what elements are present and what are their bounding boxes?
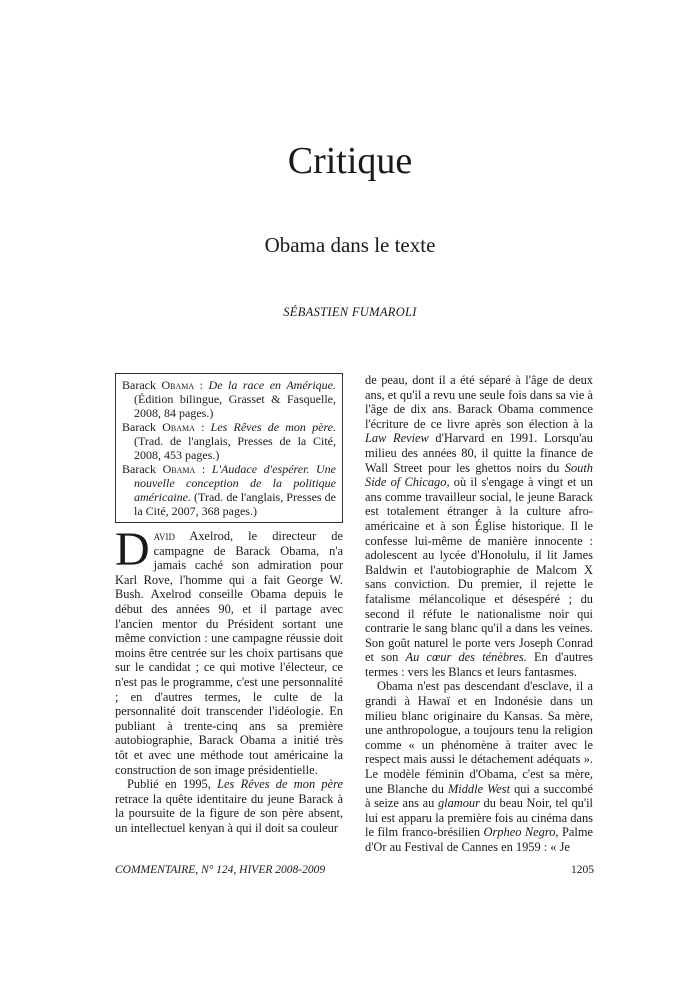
bibliography-entry: [122, 378, 336, 420]
book-title: De la race en Amérique.: [208, 378, 336, 392]
author-last-name: Obama: [161, 378, 195, 392]
paragraph-text: Obama n'est pas descendant d'esclave, il a grandi à Hawaï et en Indonésie dans un milieu blanc originaire du Kansas. Sa mère, une anthropologue, a toujours tenu la religion comme « un phénomène à traiter avec le respect mais aussi le détachement adéquats ». Le modèle féminin d'Obama, c'est sa mère, une Blanche du: [365, 679, 593, 796]
paragraph-text: Axelrod, le directeur de campagne de Barack Obama, n'a jamais caché son admiration pour Karl Rove, l'homme qui a fait George W. Bush. Axelrod conseille Obama depuis le début des années 90, et il partage avec l'ancien mentor du Président sortant une même conviction : une campagne réussie doit moins être centrée sur les choix partisans que sur le candidat ; ce qui motive l'électeur, ce n'est pas le programme, c'est une personnalité ; en d'autres termes, le culte de la personnalité doit transcender l'idéologie. En publiant à trente-cinq ans sa première autobiographie, Barack Obama a initié très tôt et avec une méthode tout américaine la construction de son image présidentielle.: [115, 529, 343, 777]
cited-title: Les Rêves de mon père: [217, 777, 343, 792]
book-details: (Trad. de l'anglais, Presses de la Cité, 2008, 453 pages.): [134, 434, 336, 462]
drop-cap: D: [115, 523, 150, 576]
cited-title: Au cœur des ténèbres.: [405, 650, 527, 665]
paragraph-text: de peau, dont il a été séparé à l'âge de deux ans, et qu'il a revu une seule fois dans sa vie à l'âge de dix ans. Barack Obama commence l'écriture de ce livre après son élection à la: [365, 373, 593, 431]
paragraph-text: où il s'engage à vingt et un ans comme travailleur social, le jeune Barack est totalement étranger à la culture afro-américaine et à son Église historique. Il le confesse lui-même de manière innocente : adolescent au lycée d'Honolulu, il lit James Baldwin et l'autobiographie de Malcom X sans conviction. Du premier, il rejette le fatalisme mélancolique et désespéré ; du second il réfute le nationalisme noir qui contrarie le sang blanc qu'il a dans les veines. Son goût naturel le porte vers Joseph Conrad et son: [365, 475, 593, 665]
cited-title: Law Review: [365, 431, 429, 446]
paragraph-text: Palme d'Or au Festival de Cannes en 1959 : « Je: [365, 825, 593, 854]
cited-title: glamour: [437, 796, 480, 811]
body-paragraph-1: [115, 523, 343, 777]
body-paragraph-2: [115, 777, 343, 835]
bibliography-entry: [122, 462, 336, 518]
author-first-name: Barack: [122, 378, 156, 392]
section-title: Critique: [287, 140, 413, 182]
journal-footer: COMMENTAIRE, N° 124, HIVER 2008-2009: [115, 864, 326, 876]
cited-title: South Side of Chicago,: [365, 460, 593, 490]
cited-title: Orpheo Negro,: [483, 825, 559, 840]
cited-title: Middle West: [447, 781, 511, 796]
article-title: Obama dans le texte: [264, 233, 436, 257]
paragraph-text: du beau Noir, tel qu'il lui est apparu la première fois au cinéma dans le film franco-brésilien: [365, 796, 593, 840]
separator: :: [194, 378, 209, 392]
separator: :: [195, 462, 212, 476]
left-column: [115, 373, 343, 835]
body-paragraph-2-continued: [365, 373, 593, 679]
book-title: Les Rêves de mon père.: [210, 420, 336, 434]
book-details: (Édition bilingue, Grasset & Fasquelle, 2008, 84 pages.): [134, 392, 336, 420]
author-last-name: Obama: [162, 420, 195, 434]
book-title: L'Audace d'espérer. Une nouvelle conception de la politique américaine.: [134, 462, 337, 504]
separator: :: [194, 420, 211, 434]
opening-word: avid: [153, 529, 176, 543]
right-column: [365, 373, 593, 855]
paragraph-text: retrace la quête identitaire du jeune Barack à la poursuite de la figure de son père absent, un intellectuel kenyan à qui il doit sa couleur: [115, 791, 343, 835]
page-number: 1205: [571, 864, 594, 876]
body-paragraph-3: [365, 679, 593, 854]
bibliography-entry: [122, 420, 336, 462]
bibliography-box: [115, 373, 343, 523]
author-last-name: Obama: [162, 462, 196, 476]
author-first-name: Barack: [122, 462, 156, 476]
paragraph-text: qui a succombé à seize ans au: [365, 781, 594, 811]
paragraph-text: En d'autres termes : vers les Blancs et leurs fantasmes.: [365, 650, 593, 679]
paragraph-text: Publié en 1995,: [127, 777, 218, 792]
book-details: (Trad. de l'anglais, Presses de la Cité, 2007, 368 pages.): [134, 490, 336, 518]
author-first-name: Barack: [122, 420, 156, 434]
paragraph-text: d'Harvard en 1991. Lorsqu'au milieu des années 80, il quitte la finance de Wall Street pour les ghettos noirs du: [365, 431, 593, 475]
author-name: SÉBASTIEN FUMAROLI: [283, 305, 417, 319]
